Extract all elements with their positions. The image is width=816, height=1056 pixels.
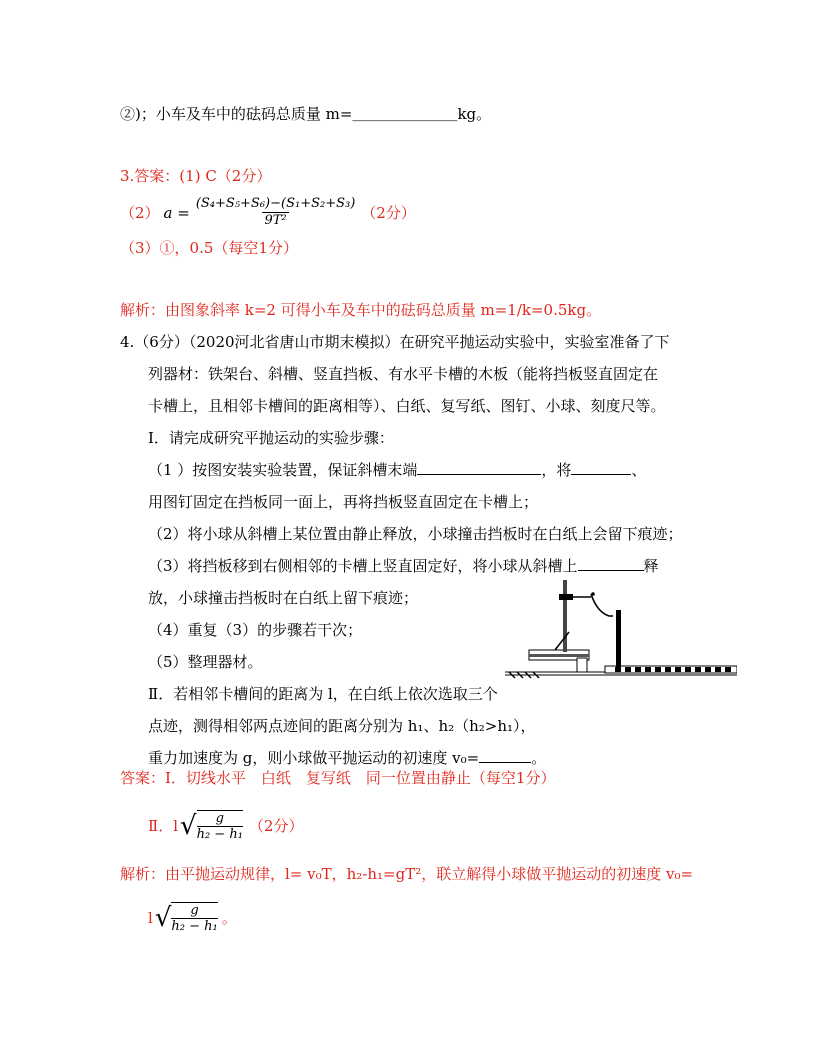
- sqrt-expression: √ g h₂ − h₁: [180, 811, 243, 842]
- analysis4-line1: 解析：由平抛运动规律，l= v₀T，h₂-h₁=gT²，联立解得小球做平抛运动的初速度 v₀=: [120, 865, 694, 883]
- analysis4-line2: l √ g h₂ − h₁ 。: [148, 903, 237, 934]
- apparatus-diagram: [505, 572, 737, 688]
- question4-line3: 卡槽上，且相邻卡槽间的距离相等）、白纸、复写纸、图钉、小球、刻度尺等。: [148, 397, 666, 415]
- answer-blank[interactable]: [571, 460, 631, 475]
- answer3-line3: （3）①，0.5（每空1分）: [120, 239, 298, 257]
- formula-variable: a =: [163, 203, 190, 222]
- answer-blank[interactable]: [479, 748, 531, 763]
- answer-blank[interactable]: [417, 460, 541, 475]
- question4-section2-line3: 重力加速度为 g，则小球做平抛运动的初速度 v₀= 。: [148, 749, 547, 767]
- question4-line1: 4.（6分）（2020河北省唐山市期末模拟）在研究平抛运动实验中，实验室准备了下: [120, 333, 670, 351]
- question4-section1-title: Ⅰ．请完成研究平抛运动的实验步骤：: [148, 429, 394, 447]
- sqrt-expression: √ g h₂ − h₁: [154, 903, 218, 934]
- question4-step2: （2）将小球从斜槽上某位置由静止释放，小球撞击挡板时在白纸上会留下痕迹；: [148, 525, 683, 543]
- inclined-chute: [591, 594, 613, 616]
- answer3-line2: （2） a = $\frac{\text{(S₄+S₅+S₆)−(S₁+S₂+S₃)}}{\text{9T²}}$ （2分）: [120, 196, 416, 228]
- answer4-line1: 答案：Ⅰ．切线水平 白纸 复写纸 同一位置由静止（每空1分）: [120, 769, 556, 787]
- analysis3: 解析：由图象斜率 k=2 可得小车及车中的砝码总质量 m=1/k=0.5kg。: [120, 301, 602, 319]
- question4-line2: 列器材：铁架台、斜槽、竖直挡板、有水平卡槽的木板（能将挡板竖直固定在: [148, 365, 659, 383]
- question2-tail: ②)；小车及车中的砝码总质量 m=＿＿＿＿＿＿＿kg。: [120, 105, 492, 123]
- vertical-board: [616, 610, 621, 668]
- question4-section2-line2: 点迹，测得相邻两点迹间的距离分别为 h₁、h₂（h₂>h₁），: [148, 717, 536, 735]
- question4-section2-line1: Ⅱ．若相邻卡槽间的距离为 l，在白纸上依次选取三个: [148, 685, 498, 703]
- answer-blank[interactable]: [578, 556, 644, 571]
- acceleration-formula: $\frac{\text{(S₄+S₅+S₆)−(S₁+S₂+S₃)}}{\text{9T²}}$: [195, 196, 356, 228]
- question4-step1: （1 ）按图安装实验装置，保证斜槽末端 ，将 、: [148, 461, 647, 479]
- question4-step3-cont: 放，小球撞击挡板时在白纸上留下痕迹；: [148, 589, 419, 607]
- stand-rod: [563, 580, 567, 652]
- answer4-line2: Ⅱ．l √ g h₂ − h₁ （2分）: [148, 811, 304, 842]
- question4-step4: （4）重复（3）的步骤若干次；: [148, 621, 363, 639]
- answer3-line1: 3.答案：(1) C（2分）: [120, 167, 272, 185]
- question4-step3: （3）将挡板移到右侧相邻的卡槽上竖直固定好，将小球从斜槽上 释: [148, 557, 659, 575]
- question4-step5: （5）整理器材。: [148, 653, 263, 671]
- question4-step1-cont: 用图钉固定在挡板同一面上，再将挡板竖直固定在卡槽上；: [148, 493, 539, 511]
